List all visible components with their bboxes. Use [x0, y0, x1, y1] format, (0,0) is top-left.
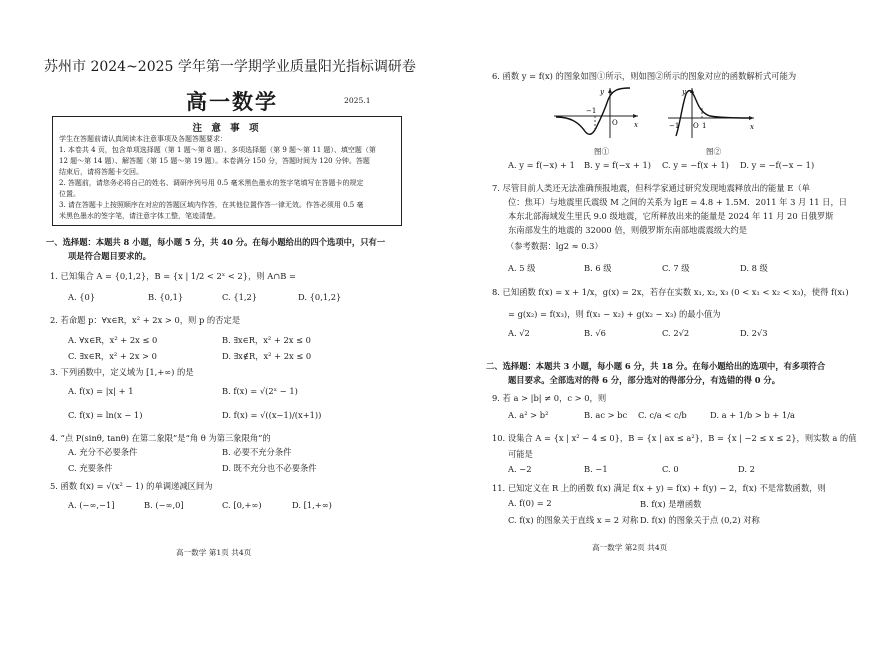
q6-option-a: A. y = f(−x) + 1	[508, 160, 575, 170]
q11-option-c: C. f(x) 的图象关于直线 x = 2 对称	[508, 515, 639, 525]
q10-line: 可能是	[508, 449, 533, 459]
figure-2-graph	[666, 84, 758, 142]
fig1-x-label: x	[634, 121, 638, 129]
q4-option-b: B. 必要不充分条件	[222, 447, 292, 457]
fig1-tick-origin: O	[612, 119, 618, 127]
q8-option-b: B. √6	[584, 328, 606, 338]
right-page	[440, 0, 870, 652]
section2-heading-cont: 题目要求。全部选对的得 6 分，部分选对的得部分分，有选错的得 0 分。	[508, 375, 781, 385]
fig2-tick-minus1: −1	[669, 122, 680, 130]
q5-option-d: D. [1,+∞)	[292, 500, 332, 510]
q4-option-c: C. 充要条件	[68, 463, 113, 473]
q3-option-d: D. f(x) = √((x−1)/(x+1))	[222, 410, 322, 420]
q3-option-b: B. f(x) = √(2ˣ − 1)	[222, 386, 298, 396]
q9-option-c: C. c/a < c/b	[638, 410, 687, 420]
q10-option-a: A. −2	[508, 464, 532, 474]
q6-stem: 6. 函数 y = f(x) 的图象如图①所示，则如图②所示的图象对应的函数解析式可能为	[492, 71, 797, 81]
q7-line: 7. 尽管目前人类还无法准确预报地震，但科学家通过研究发现地震释放出的能量 E（单	[492, 183, 810, 193]
q10-line: 10. 设集合 A = {x | x² − 4 ≤ 0}，B = {x | ax ≤ a²}，B = {x | −2 ≤ x ≤ 2}，则实数 a 的值	[492, 433, 857, 443]
q11-option-b: B. f(x) 是增函数	[640, 499, 702, 509]
q10-option-c: C. 0	[662, 464, 679, 474]
q4-option-a: A. 充分不必要条件	[68, 447, 138, 457]
notice-line: 3. 请在答题卡上按照顺序在对应的答题区域内作答，在其他位置作答一律无效。作答必须用 0.5 毫	[59, 201, 364, 209]
q9-stem: 9. 若 a > |b| ≠ 0，c > 0，则	[492, 393, 607, 403]
q8-line: 8. 已知函数 f(x) = x + 1/x，g(x) = 2x，若存在实数 x₁, x₂, x₃ (0 < x₁ < x₂ < x₃)，使得 f(x₁)	[492, 287, 849, 297]
notice-line: 学生在答题前请认真阅读本注意事项及各题答题要求：	[59, 135, 227, 143]
q2-option-b: B. ∃x∈R，x² + 2x ≤ 0	[222, 335, 311, 345]
q9-option-a: A. a² > b²	[508, 410, 549, 420]
notice-line: 结束后，请将答题卡交回。	[59, 168, 143, 176]
page2-footer: 高一数学 第2页 共4页	[592, 543, 668, 552]
section2-heading: 二、选择题：本题共 3 小题，每小题 6 分，共 18 分。在每小题给出的选项中，有多项符合	[486, 361, 826, 371]
figure-1-graph	[552, 84, 642, 142]
q8-option-c: C. 2√2	[662, 328, 690, 338]
fig2-tick-1: 1	[702, 122, 707, 130]
q7-line: 位：焦耳）与地震里氏震级 M 之间的关系为 lgE = 4.8 + 1.5M．2011 年 3 月 11 日，日	[508, 197, 848, 207]
q10-option-d: D. 2	[738, 464, 755, 474]
q2-option-d: D. ∃x∉R，x² + 2x ≤ 0	[222, 351, 312, 361]
q8-option-a: A. √2	[508, 328, 530, 338]
q1-stem: 1. 已知集合 A = {0,1,2}，B = {x | 1/2 < 2ˣ < 2}，则 A∩B =	[50, 271, 296, 281]
q9-option-d: D. a + 1/b > b + 1/a	[710, 410, 795, 420]
q4-stem: 4. “点 P(sinθ, tanθ) 在第二象限”是“角 θ 为第三象限角”的	[50, 433, 271, 443]
q5-option-b: B. (−∞,0]	[144, 500, 184, 510]
page1-footer: 高一数学 第1页 共4页	[176, 548, 252, 557]
q6-option-d: D. y = −f(−x − 1)	[740, 160, 815, 170]
notice-line: 米黑色墨水的签字笔，请注意字体工整，笔迹清楚。	[59, 212, 220, 220]
q6-option-c: C. y = −f(x + 1)	[662, 160, 729, 170]
q2-option-c: C. ∃x∈R，x² + 2x > 0	[68, 351, 157, 361]
exam-date: 2025.1	[344, 96, 371, 105]
q1-option-a: A. {0}	[68, 292, 96, 302]
q7-option-b: B. 6 级	[584, 263, 612, 273]
q1-option-b: B. {0,1}	[148, 292, 184, 302]
q2-stem: 2. 若命题 p：∀x∈R，x² + 2x > 0，则 p 的否定是	[50, 315, 241, 325]
subject-title: 高一数学	[186, 89, 278, 114]
fig2-x-label: x	[750, 123, 754, 131]
q2-option-a: A. ∀x∈R，x² + 2x ≤ 0	[68, 335, 158, 345]
q11-option-d: D. f(x) 的图象关于点 (0,2) 对称	[640, 515, 760, 525]
exam-header: 苏州市 2024~2025 学年第一学期学业质量阳光指标调研卷	[44, 59, 416, 75]
fig2-y-label: y	[682, 88, 686, 96]
q5-stem: 5. 函数 f(x) = √(x² − 1) 的单调递减区间为	[50, 481, 213, 491]
q5-option-a: A. (−∞,−1]	[68, 500, 115, 510]
q3-stem: 3. 下列函数中，定义域为 [1,+∞) 的是	[50, 367, 194, 377]
section1-heading-cont: 项是符合题目要求的。	[68, 251, 151, 261]
notice-box	[52, 116, 402, 226]
q6-option-b: B. y = f(−x + 1)	[584, 160, 651, 170]
q1-option-c: C. {1,2}	[222, 292, 258, 302]
figure-2-label: 图②	[706, 147, 722, 156]
fig1-tick-minus1: −1	[586, 107, 597, 115]
fig1-y-label: y	[600, 88, 604, 96]
q1-option-d: D. {0,1,2}	[298, 292, 342, 302]
q7-line: 本东北部海域发生里氏 9.0 级地震，它所释放出来的能量是 2024 年 11 月 20 日俄罗斯	[508, 211, 834, 221]
q8-option-d: D. 2√3	[740, 328, 768, 338]
section1-heading: 一、选择题：本题共 8 小题，每小题 5 分，共 40 分。在每小题给出的四个选项中，只有一	[46, 237, 386, 247]
q3-option-a: A. f(x) = |x| + 1	[68, 386, 134, 396]
notice-line: 2. 答题前，请您务必将自己的姓名、调研序列号用 0.5 毫米黑色墨水的签字笔填写在答题卡的规定	[59, 179, 364, 187]
q7-option-a: A. 5 级	[508, 263, 536, 273]
q5-option-c: C. [0,+∞)	[222, 500, 262, 510]
notice-line: 1. 本卷共 4 页，包含单项选择题（第 1 题～第 8 题）、多项选择题（第 9 题～第 11 题）、填空题（第	[59, 146, 376, 154]
fig2-tick-origin: O	[693, 122, 699, 130]
q7-option-c: C. 7 级	[662, 263, 690, 273]
figure-1-label: 图①	[594, 147, 610, 156]
notice-line: 12 题～第 14 题）、解答题（第 15 题～第 19 题）。本卷满分 150 分，答题时间为 120 分钟。答题	[59, 157, 370, 165]
q3-option-c: C. f(x) = ln(x − 1)	[68, 410, 143, 420]
q7-option-d: D. 8 级	[740, 263, 768, 273]
q8-line: = g(x₂) = f(x₃)，则 f(x₁ − x₂) + g(x₂ − x₃) 的最小值为	[508, 309, 721, 319]
notice-line: 位置。	[59, 190, 80, 198]
q11-stem: 11. 已知定义在 R 上的函数 f(x) 满足 f(x + y) = f(x) + f(y) − 2，f(x) 不是常数函数，则	[492, 483, 826, 493]
q7-reference-data: （参考数据：lg2 ≈ 0.3）	[506, 241, 603, 251]
q4-option-d: D. 既不充分也不必要条件	[222, 463, 317, 473]
q7-line: 东南部发生的地震的 32000 倍，则俄罗斯东南部地震震级大约是	[508, 225, 748, 235]
q11-option-a: A. f(0) = 2	[508, 498, 552, 508]
q9-option-b: B. ac > bc	[584, 410, 628, 420]
q10-option-b: B. −1	[584, 464, 608, 474]
notice-title: 注 意 事 项	[192, 123, 262, 134]
